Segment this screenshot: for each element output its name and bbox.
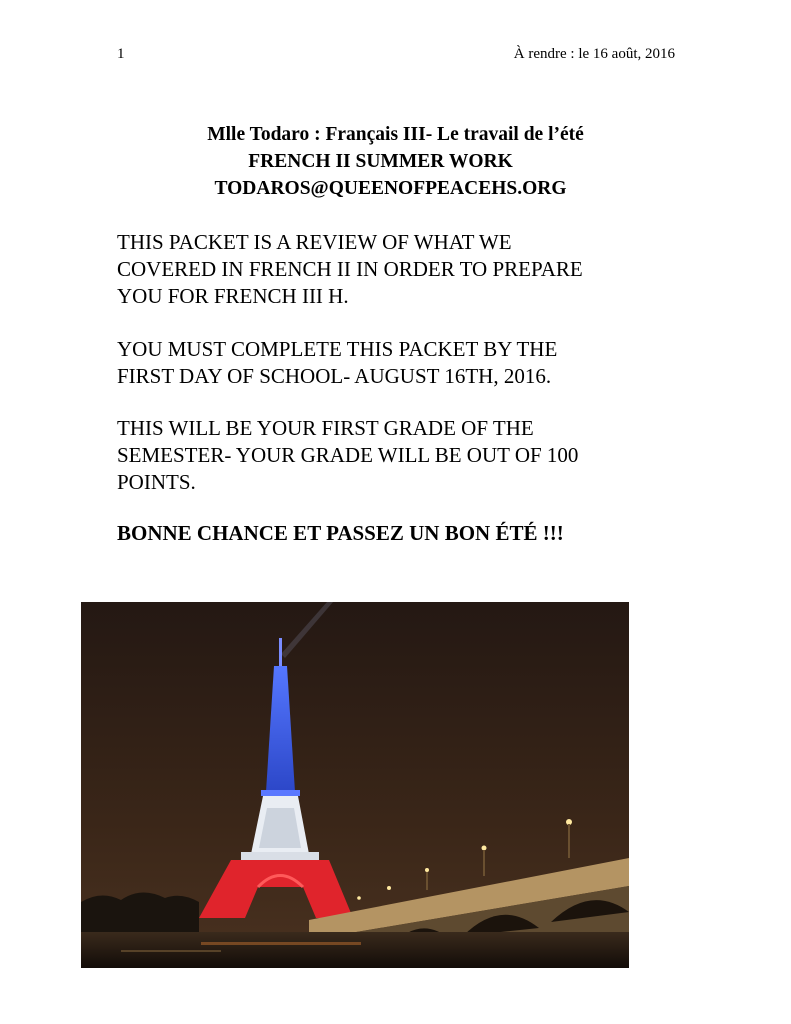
paragraph-deadline — [117, 336, 677, 390]
eiffel-tower-photo — [81, 602, 629, 968]
due-date: À rendre : le 16 août, 2016 — [513, 46, 675, 62]
paragraph-review — [117, 229, 677, 310]
lamp — [357, 896, 361, 900]
document-title — [0, 121, 791, 202]
text-line: THIS PACKET IS A REVIEW OF WHAT WE — [117, 230, 512, 254]
page-number: 1 — [117, 46, 125, 62]
tower-second-platform — [241, 852, 319, 860]
text-line: THIS WILL BE YOUR FIRST GRADE OF THE — [117, 416, 534, 440]
closing-line: BONNE CHANCE ET PASSEZ UN BON ÉTÉ !!! — [117, 521, 564, 545]
title-line-summer-work: FRENCH II SUMMER WORK — [248, 151, 513, 172]
tree-line — [81, 892, 199, 932]
lamp — [387, 886, 391, 890]
paragraph-grade — [117, 415, 677, 496]
text-line: SEMESTER- YOUR GRADE WILL BE OUT OF 100 — [117, 443, 579, 467]
text-line: YOU FOR FRENCH III H. — [117, 284, 349, 308]
text-line: FIRST DAY OF SCHOOL- AUGUST 16TH, 2016. — [117, 364, 552, 388]
tower-antenna — [279, 638, 282, 668]
lamp — [482, 846, 487, 851]
tower-upper-platform — [261, 790, 300, 796]
text-line: YOU MUST COMPLETE THIS PACKET BY THE — [117, 337, 558, 361]
text-line: COVERED IN FRENCH II IN ORDER TO PREPARE — [117, 257, 583, 281]
lamp — [425, 868, 429, 872]
text-line: POINTS. — [117, 470, 196, 494]
title-line-email: TODAROS@QUEENOFPEACEHS.ORG — [214, 178, 567, 199]
title-line-course: Mlle Todaro : Français III- Le travail de l’été — [207, 124, 584, 145]
